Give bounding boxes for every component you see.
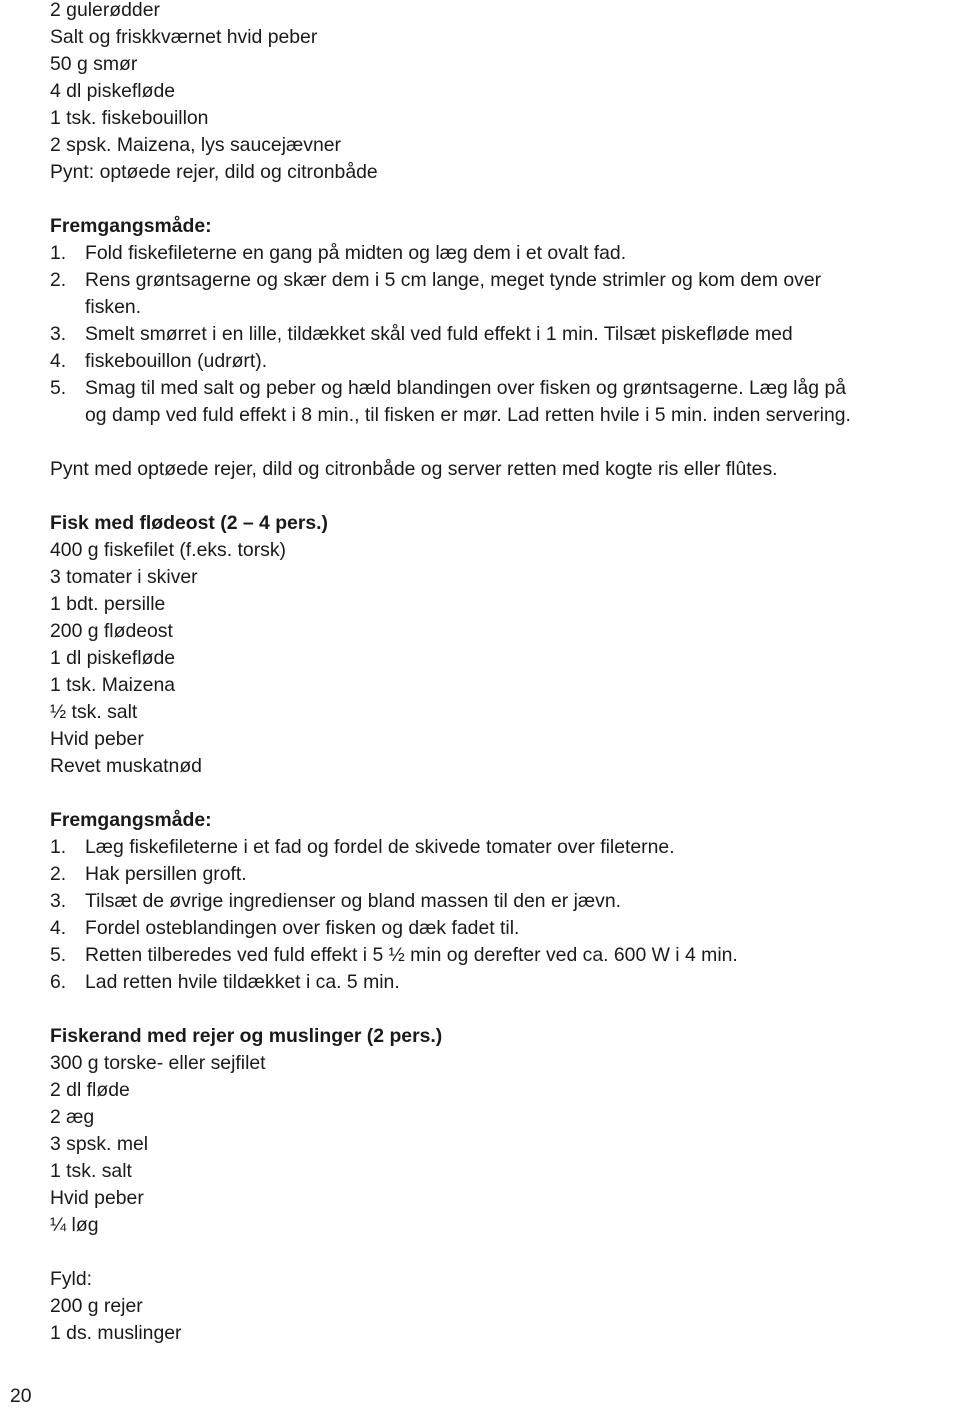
method-step	[50, 375, 960, 429]
step-number: 6.	[50, 971, 67, 993]
step-text: og damp ved fuld effekt i 8 min., til fisken er mør. Lad retten hvile i 5 min. inden servering.	[85, 404, 851, 426]
step-number: 5.	[50, 377, 67, 399]
ingredient-item: 4 dl piskefløde	[50, 80, 176, 102]
ingredient-item: 300 g torske- eller sejfilet	[50, 1052, 266, 1074]
filling-list	[50, 1293, 960, 1347]
step-text: Tilsæt de øvrige ingredienser og bland massen til den er jævn.	[85, 890, 622, 912]
ingredient-item: Hvid peber	[50, 1187, 144, 1209]
step-text: Smelt smørret i en lille, tildækket skål ved fuld effekt i 1 min. Tilsæt piskefløde med	[85, 323, 793, 345]
ingredient-item: 1 tsk. Maizena	[50, 674, 176, 696]
ingredient-item: 400 g fiskefilet (f.eks. torsk)	[50, 539, 287, 561]
page-number: 20	[10, 1385, 32, 1407]
step-text: Fordel osteblandingen over fisken og dæk fadet til.	[85, 917, 520, 939]
ingredient-list	[50, 537, 960, 780]
method-step	[50, 834, 960, 861]
filling-label: Fyld:	[50, 1268, 93, 1290]
ingredient-list	[50, 1050, 960, 1239]
method-step	[50, 240, 960, 267]
ingredient-item: Salt og friskkværnet hvid peber	[50, 26, 318, 48]
ingredient-item: 200 g flødeost	[50, 620, 173, 642]
method-step	[50, 861, 960, 888]
ingredient-item: 1 dl piskefløde	[50, 647, 176, 669]
ingredient-item: 3 spsk. mel	[50, 1133, 149, 1155]
step-number: 2.	[50, 863, 67, 885]
step-number: 1.	[50, 242, 67, 264]
method-heading: Fremgangsmåde:	[50, 809, 212, 831]
ingredient-item: ¼ løg	[50, 1214, 99, 1236]
step-number: 4.	[50, 350, 67, 372]
step-text: Smag til med salt og peber og hæld blandingen over fisken og grøntsagerne. Læg låg på	[85, 377, 847, 399]
ingredient-item: 200 g rejer	[50, 1295, 143, 1317]
step-number: 1.	[50, 836, 67, 858]
ingredient-item: Pynt: optøede rejer, dild og citronbåde	[50, 161, 378, 183]
step-text: Rens grøntsagerne og skær dem i 5 cm lange, meget tynde strimler og kom dem over	[85, 269, 822, 291]
step-text: Retten tilberedes ved fuld effekt i 5 ½ min og derefter ved ca. 600 W i 4 min.	[85, 944, 738, 966]
recipe-page	[50, 0, 960, 1347]
ingredient-item: 1 ds. muslinger	[50, 1322, 182, 1344]
ingredient-item: 50 g smør	[50, 53, 138, 75]
ingredient-item: 2 gulerødder	[50, 0, 160, 21]
serving-note: Pynt med optøede rejer, dild og citronbåde og server retten med kogte ris eller flûtes.	[50, 458, 778, 480]
step-text: Fold fiskefileterne en gang på midten og læg dem i et ovalt fad.	[85, 242, 627, 264]
ingredient-item: ½ tsk. salt	[50, 701, 138, 723]
step-text: Læg fiskefileterne i et fad og fordel de skivede tomater over fileterne.	[85, 836, 675, 858]
recipe-title: Fisk med flødeost (2 – 4 pers.)	[50, 512, 329, 534]
step-text: fisken.	[85, 296, 142, 318]
method-step	[50, 321, 960, 348]
step-number: 5.	[50, 944, 67, 966]
method-heading: Fremgangsmåde:	[50, 215, 212, 237]
step-text: Lad retten hvile tildækket i ca. 5 min.	[85, 971, 400, 993]
ingredient-item: 1 bdt. persille	[50, 593, 166, 615]
ingredient-item: 2 dl fløde	[50, 1079, 130, 1101]
ingredient-item: 2 æg	[50, 1106, 95, 1128]
method-step	[50, 267, 960, 321]
intro-ingredient-list	[50, 0, 960, 186]
step-number: 3.	[50, 323, 67, 345]
method-steps	[50, 240, 960, 429]
step-text: fiskebouillon (udrørt).	[85, 350, 268, 372]
ingredient-item: 1 tsk. fiskebouillon	[50, 107, 209, 129]
step-number: 4.	[50, 917, 67, 939]
method-step	[50, 969, 960, 996]
ingredient-item: 2 spsk. Maizena, lys saucejævner	[50, 134, 341, 156]
ingredient-item: Revet muskatnød	[50, 755, 202, 777]
method-step	[50, 348, 960, 375]
ingredient-item: 1 tsk. salt	[50, 1160, 132, 1182]
step-number: 2.	[50, 269, 67, 291]
step-text: Hak persillen groft.	[85, 863, 247, 885]
ingredient-item: 3 tomater i skiver	[50, 566, 198, 588]
method-step	[50, 888, 960, 915]
recipe-title: Fiskerand med rejer og muslinger (2 pers.)	[50, 1025, 443, 1047]
method-steps	[50, 834, 960, 996]
step-number: 3.	[50, 890, 67, 912]
method-step	[50, 942, 960, 969]
ingredient-item: Hvid peber	[50, 728, 144, 750]
method-step	[50, 915, 960, 942]
